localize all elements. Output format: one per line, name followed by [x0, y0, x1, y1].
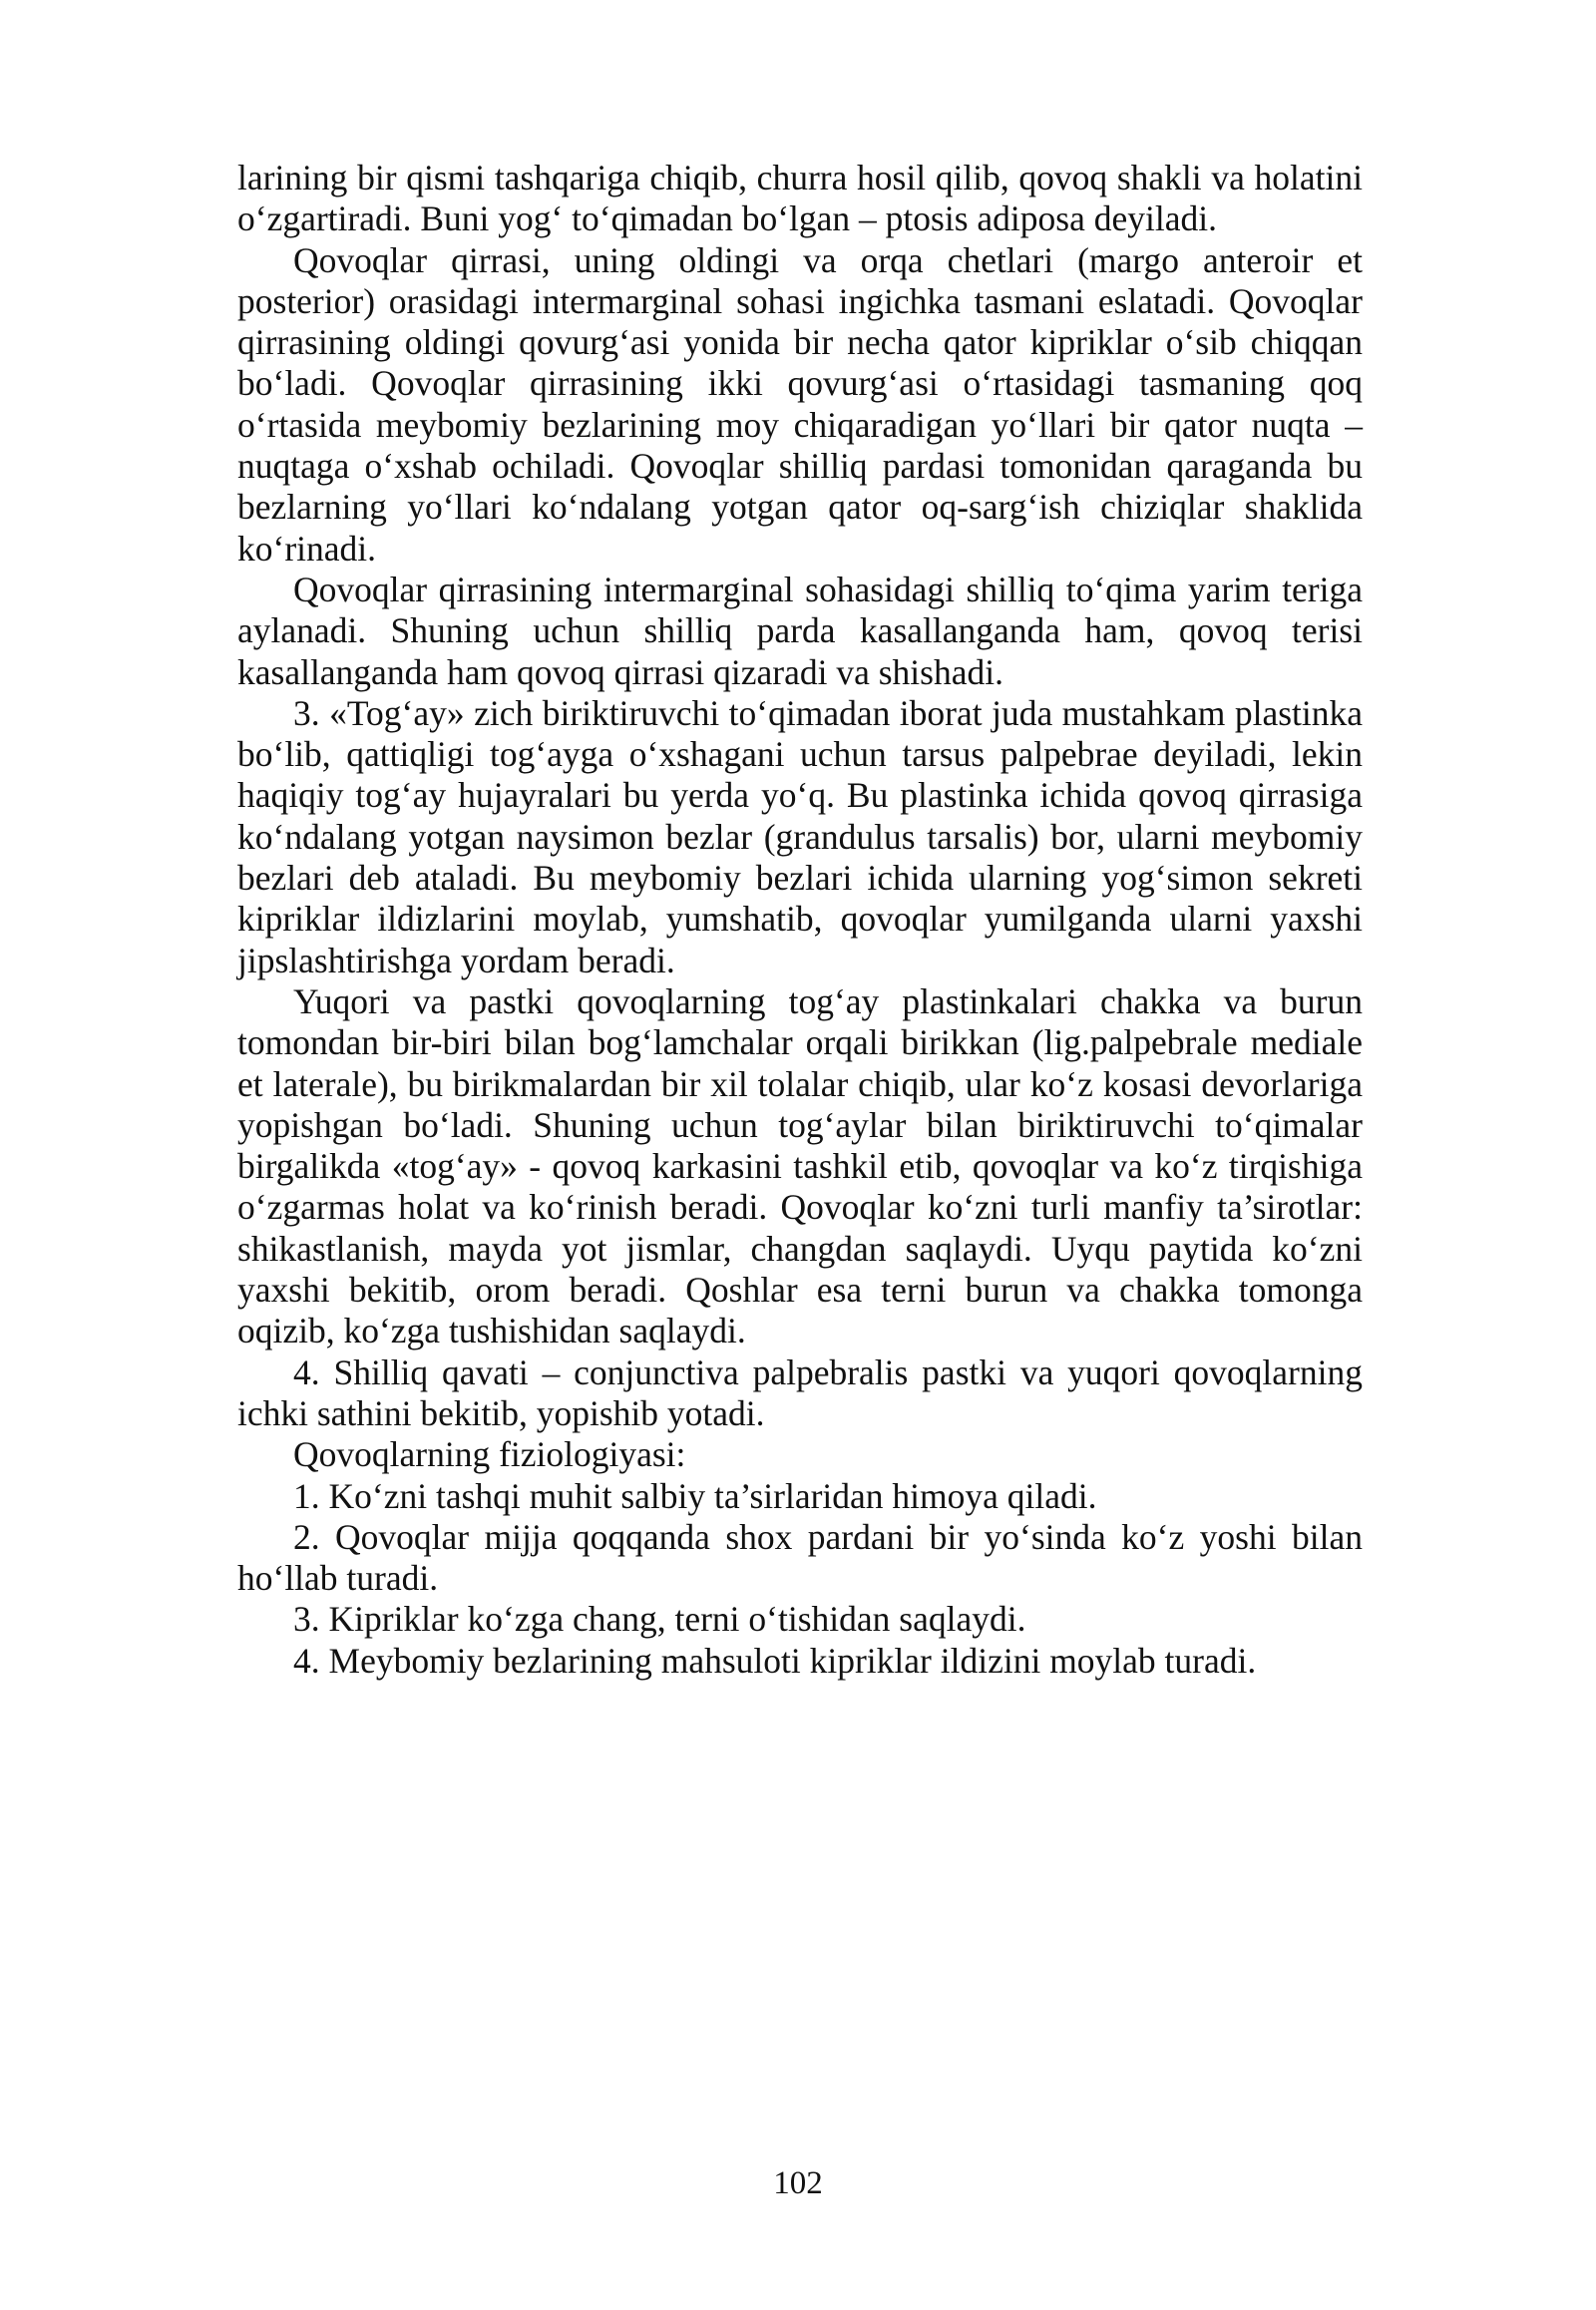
- paragraph-physiology-heading: Qovoqlarning fiziologiyasi:: [293, 1434, 686, 1475]
- paragraph-intermarginal-area: Qovoqlar qirrasining intermarginal sohasidagi shilliq to‘qima yarim teriga aylanadi. Shuning uchun shilliq parda kasallanganda ham, qovoq terisi kasallanganda ham qovoq qirrasi qizaradi va shishadi.: [237, 569, 1363, 692]
- paragraph-continuation: larining bir qismi tashqariga chiqib, churra hosil qilib, qovoq shakli va holatini o‘zgartiradi. Buni yog‘ to‘qimadan bo‘lgan – ptosis adiposa deyiladi.: [237, 158, 1363, 239]
- body-text: [237, 158, 1363, 1682]
- list-item-1: 1. Ko‘zni tashqi muhit salbiy ta’sirlaridan himoya qiladi.: [293, 1475, 1097, 1516]
- paragraph-conjunctiva: 4. Shilliq qavati – conjunctiva palpebralis pastki va yuqori qovoqlarning ichki sathini bekitib, yopishib yotadi.: [237, 1351, 1363, 1433]
- paragraph-eyelid-margin: Qovoqlar qirrasi, uning oldingi va orqa chetlari (margo anteroir et posterior) orasidagi intermarginal sohasi ingichka tasmani eslatadi. Qovoqlar qirrasining oldingi qovurg‘asi yonida bir necha qator kipriklar o‘sib chiqqan bo‘ladi. Qovoqlar qirrasining ikki qovurg‘asi o‘rtasidagi tasmaning qoq o‘rtasida meybomiy bezlarining moy chiqaradigan yo‘llari bir qator nuqta – nuqtaga o‘xshab ochiladi. Qovoqlar shilliq pardasi tomonidan qaraganda bu bezlarning yo‘llari ko‘ndalang yotgan qator oq-sarg‘ish chiziqlar shaklida ko‘rinadi.: [237, 239, 1363, 569]
- list-item-2: 2. Qovoqlar mijja qoqqanda shox pardani bir yo‘sinda ko‘z yoshi bilan ho‘llab turadi.: [237, 1516, 1363, 1599]
- paragraph-tarsal-ligaments: Yuqori va pastki qovoqlarning tog‘ay plastinkalari chakka va burun tomondan bir-biri bilan bog‘lamchalar orqali birikkan (lig.palpebrale mediale et laterale), bu birikmalardan bir xil tolalar chiqib, ular ko‘z kosasi devorlariga yopishgan bo‘ladi. Shuning uchun tog‘aylar bilan biriktiruvchi to‘qimalar birgalikda «tog‘ay» - qovoq karkasini tashkil etib, qovoqlar va ko‘z tirqishiga o‘zgarmas holat va ko‘rinish beradi. Qovoqlar ko‘zni turli manfiy ta’sirotlar: shikastlanish, mayda yot jismlar, changdan saqlaydi. Uyqu paytida ko‘zni yaxshi bekitib, orom beradi. Qoshlar esa terni burun va chakka tomonga oqizib, ko‘zga tushishidan saqlaydi.: [237, 980, 1363, 1351]
- paragraph-tarsus: 3. «Tog‘ay» zich biriktiruvchi to‘qimadan iborat juda mustahkam plastinka bo‘lib, qattiqligi tog‘ayga o‘xshagani uchun tarsus palpebrae deyiladi, lekin haqiqiy tog‘ay hujayralari bu yerda yo‘q. Bu plastinka ichida qovoq qirrasiga ko‘ndalang yotgan naysimon bezlar (grandulus tarsalis) bor, ularni meybomiy bezlari deb ataladi. Bu meybomiy bezlari ichida ularning yog‘simon sekreti kipriklar ildizlarini moylab, yumshatib, qovoqlar yumilganda ularni yaxshi jipslashtirishga yordam beradi.: [237, 692, 1363, 980]
- page-number: 102: [773, 2165, 823, 2201]
- list-item-4: 4. Meybomiy bezlarining mahsuloti kipriklar ildizini moylab turadi.: [293, 1640, 1257, 1681]
- list-item-3: 3. Kipriklar ko‘zga chang, terni o‘tishidan saqlaydi.: [293, 1599, 1026, 1640]
